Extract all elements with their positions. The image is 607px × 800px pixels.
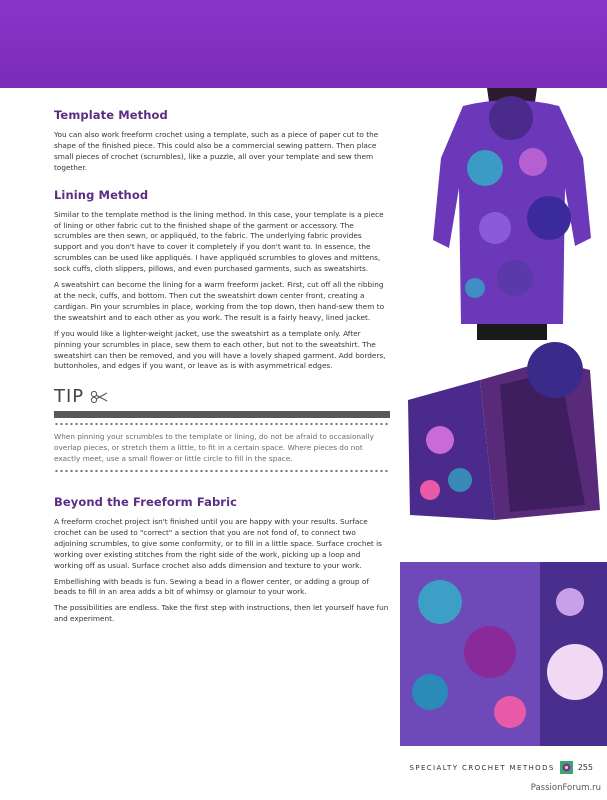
article-body bbox=[54, 108, 390, 639]
paragraph: Embellishing with beads is fun. Sewing a bead in a flower center, or adding a group of beads to fill in an area adds a bit of whimsy or glamour to your work. bbox=[54, 576, 369, 597]
tip-title: TIP bbox=[54, 386, 85, 408]
footer-section-label: SPECIALTY CROCHET METHODS bbox=[409, 763, 555, 772]
photo-jacket-mannequin bbox=[415, 88, 607, 340]
page-number: 255 bbox=[577, 763, 593, 772]
page-footer bbox=[409, 761, 593, 774]
footer-ornament-icon bbox=[560, 761, 573, 774]
section-lining-method bbox=[54, 188, 390, 373]
tip-dotted-rule-bottom bbox=[54, 469, 390, 473]
photo-crochet-detail bbox=[400, 562, 607, 746]
paragraph: A sweatshirt can become the lining for a warm freeform jacket. First, cut off all the ribbing at the neck, cuffs, and bottom. Then cut the sweatshirt down center front, creating a cardigan. Pin your scrumbles in place, working from the top down, then hand-sew them to the sweatshirt and to each other as you work. The result is a fairly heavy, lined jacket. bbox=[54, 280, 385, 322]
paragraph: The possibilities are endless. Take the first step with instructions, then let yourself have fun and experiment. bbox=[54, 603, 389, 624]
paragraph: A freeform crochet project isn't finished until you are happy with your results. Surface crochet can be used to "correct" a section that you are not fond of, to connect two adjoining scrumbles, to give some conformity, or to fill in a little space. Surface crochet is working over existing stitches from the right side of the work, picking up a loop and working off as usual. Surface crochet also adds dimension and texture to your work. bbox=[54, 517, 382, 570]
paragraph: Similar to the template method is the lining method. In this case, your template is a piece of lining or other fabric cut to the finished shape of the garment or accessory. The scrumbles are then sewn, or appliquéd, to the fabric. The underlying fabric provides support and you don't have to cover it completely if you don't want to. In essence, the scrumbles can be used like appliqués. I have appliquéd scrumbles to gloves and mittens, sock cuffs, cloth slippers, pillows, and even purchased garments, such as sweatshirts. bbox=[54, 209, 384, 274]
section-heading: Lining Method bbox=[54, 187, 149, 202]
paragraph: You can also work freeform crochet using a template, such as a piece of paper cut to the shape of the finished piece. This could also be a commercial sewing pattern. Then place small pieces of crochet (scrumbles), like a puzzle, all over your template and sew them together. bbox=[54, 130, 379, 172]
watermark: PassionForum.ru bbox=[530, 783, 601, 793]
section-beyond-freeform bbox=[54, 495, 390, 625]
header-color-band bbox=[0, 0, 607, 88]
section-template-method bbox=[54, 108, 390, 174]
tip-dotted-rule-top bbox=[54, 422, 390, 426]
tip-box bbox=[54, 386, 390, 473]
scissors-icon bbox=[90, 390, 108, 404]
paragraph: If you would like a lighter-weight jacket, use the sweatshirt as a template only. After pinning your scrumbles in place, sew them to each other, but not to the sweatshirt. The sweatshirt can then be removed, and you will have a lovely shaped garment. Add borders, buttonholes, and edges if you want, or leave as is with asymmetrical edges. bbox=[54, 328, 386, 371]
section-heading: Template Method bbox=[54, 108, 168, 122]
section-heading: Beyond the Freeform Fabric bbox=[54, 495, 238, 510]
tip-header bbox=[54, 386, 390, 407]
photo-jacket-lining bbox=[400, 340, 607, 526]
tip-text: When pinning your scrumbles to the template or lining, do not be afraid to occasionally overlap pieces, or stretch them a little, to fit in a certain space. Where pieces do not exactly meet, use a small flower or little circle to fill in the space. bbox=[54, 432, 374, 464]
tip-divider-bar bbox=[54, 411, 390, 418]
